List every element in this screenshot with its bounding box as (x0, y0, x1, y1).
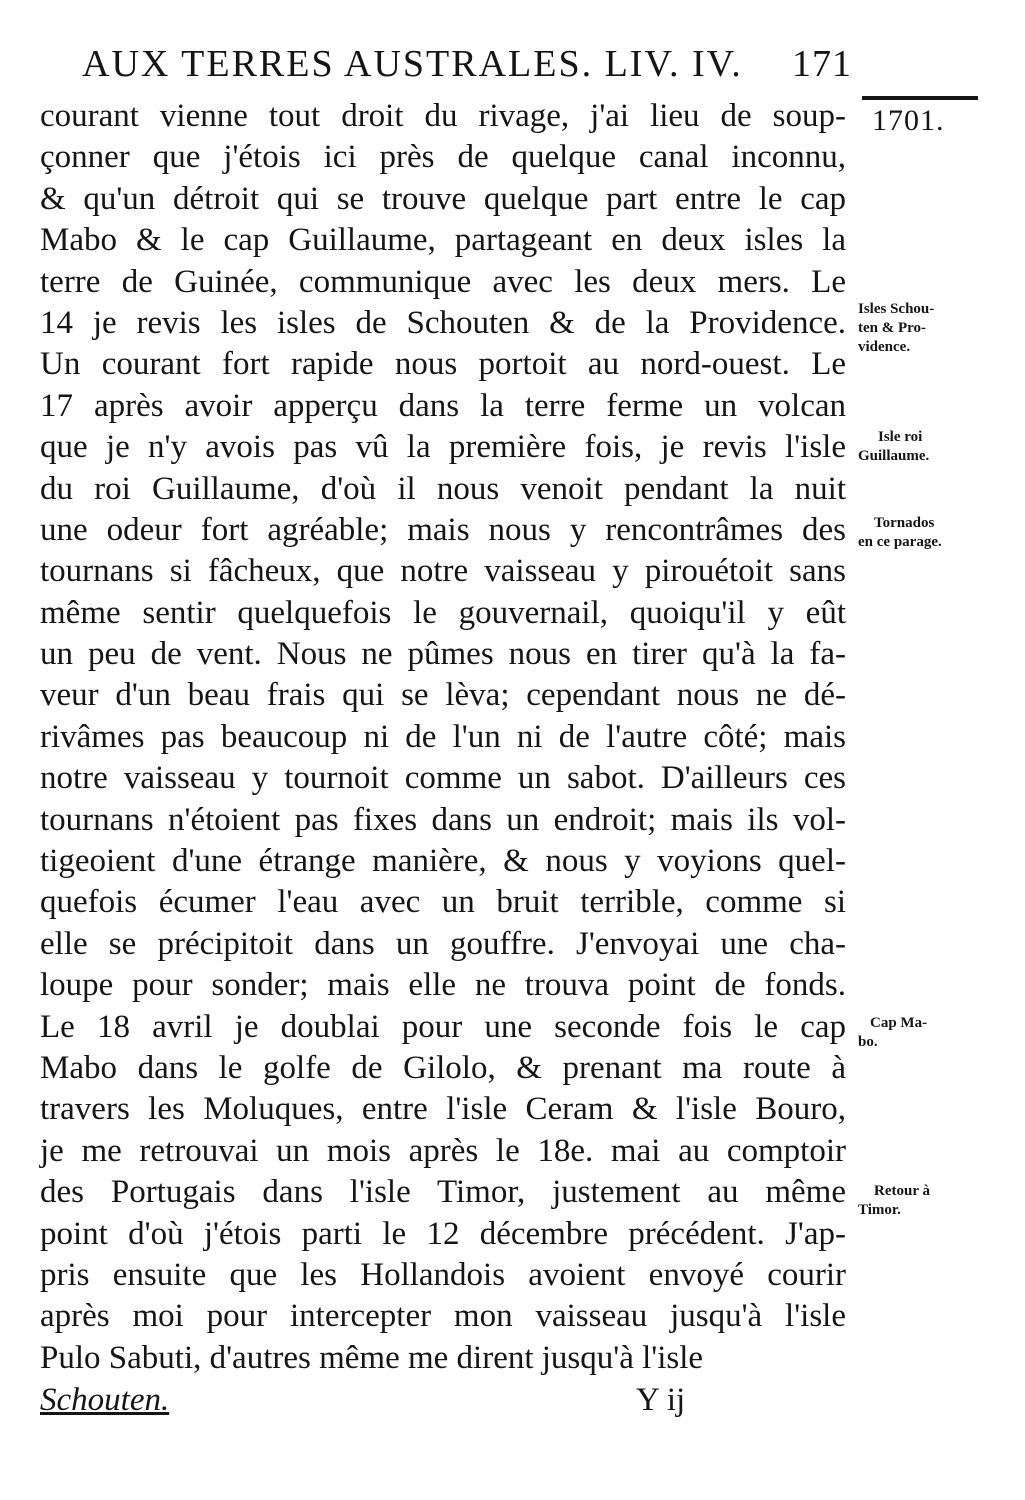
text-line: après moi pour intercepter mon vaisseau jusqu'à l'isle (40, 1298, 846, 1335)
text-line: que je n'y avois pas vû la première fois, je revis l'isle (40, 429, 846, 466)
text-line: point d'où j'étois parti le 12 décembre précédent. J'ap- (40, 1215, 846, 1252)
running-title: AUX TERRES AUSTRALES. LIV. IV. (82, 43, 743, 85)
margin-rule (862, 96, 978, 100)
text-line: tournans si fâcheux, que notre vaisseau y pirouétoit sans (40, 553, 846, 590)
margin-year: 1701. (872, 104, 945, 137)
margin-note-guillaume: Isle roi Guillaume. (858, 429, 930, 464)
text-line: Mabo & le cap Guillaume, partageant en deux isles la (40, 222, 846, 259)
text-line: çonner que j'étois ici près de quelque canal inconnu, (40, 139, 846, 176)
text-line: pris ensuite que les Hollandois avoient envoyé courir (40, 1256, 846, 1293)
text-line: même sentir quelquefois le gouvernail, quoiqu'il y eût (40, 594, 846, 631)
text-line: je me retrouvai un mois après le 18e. mai au comptoir (40, 1132, 846, 1169)
text-line: 17 après avoir apperçu dans la terre ferme un volcan (40, 387, 846, 424)
text-line: terre de Guinée, communique avec les deux mers. Le (40, 263, 846, 300)
text-line: 14 je revis les isles de Schouten & de la Providence. (40, 304, 846, 341)
text-line: Un courant fort rapide nous portoit au nord-ouest. Le (40, 346, 846, 383)
text-line: une odeur fort agréable; mais nous y rencontrâmes des (40, 511, 846, 548)
text-line: tigeoient d'une étrange manière, & nous y voyions quel- (40, 843, 846, 880)
text-line: tournans n'étoient pas fixes dans un endroit; mais ils vol- (40, 801, 846, 838)
catchword: Schouten. (40, 1382, 170, 1418)
text-line: notre vaisseau y tournoit comme un sabot. D'ailleurs ces (40, 760, 846, 797)
signature-mark: Y ij (636, 1382, 686, 1418)
text-line: loupe pour sonder; mais elle ne trouva point de fonds. (40, 967, 846, 1004)
text-line: travers les Moluques, entre l'isle Ceram & l'isle Bouro, (40, 1091, 846, 1128)
margin-note-cap-mabo: Cap Ma- bo. (858, 1015, 928, 1050)
text-line: du roi Guillaume, d'où il nous venoit pendant la nuit (40, 470, 846, 507)
margin-note-tornados: Tornados en ce parage. (858, 515, 942, 550)
text-line: quefois écumer l'eau avec un bruit terrible, comme si (40, 884, 846, 921)
page-number: 171 (792, 43, 852, 85)
body-text (40, 96, 846, 1379)
text-line: veur d'un beau frais qui se lèva; cependant nous ne dé- (40, 677, 846, 714)
text-line: courant vienne tout droit du rivage, j'ai lieu de soup- (40, 98, 846, 134)
text-line: & qu'un détroit qui se trouve quelque part entre le cap (40, 180, 846, 217)
text-line: Le 18 avril je doublai pour une seconde fois le cap (40, 1008, 846, 1045)
running-head (82, 42, 852, 86)
text-line: Mabo dans le golfe de Gilolo, & prenant ma route à (40, 1049, 846, 1086)
text-line: elle se précipitoit dans un gouffre. J'envoyai une cha- (40, 925, 846, 962)
text-line: des Portugais dans l'isle Timor, justement au même (40, 1174, 846, 1211)
margin-note-schouten: Isles Schou- ten & Pro- vidence. (858, 301, 935, 355)
margin-note-timor: Retour à Timor. (858, 1183, 930, 1218)
text-line: Pulo Sabuti, d'autres même me dirent jusqu'à l'isle (40, 1339, 704, 1376)
text-line: rivâmes pas beaucoup ni de l'un ni de l'autre côté; mais (40, 718, 846, 755)
text-line: un peu de vent. Nous ne pûmes nous en tirer qu'à la fa- (40, 636, 846, 673)
